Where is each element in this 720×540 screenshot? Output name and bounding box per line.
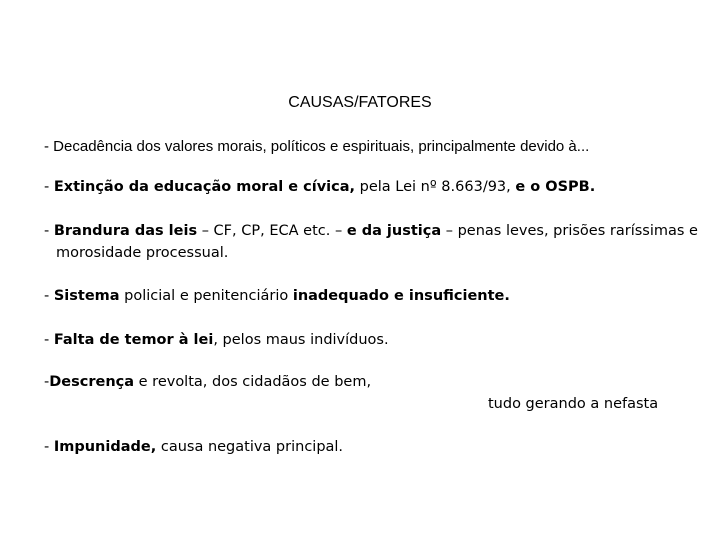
item-text: policial e penitenciário: [119, 288, 293, 304]
item-emphasis: Brandura das leis: [53, 223, 198, 239]
item-prefix: -: [44, 288, 54, 304]
item-emphasis: Sistema: [53, 288, 120, 304]
item-prefix: -: [44, 439, 54, 455]
cause-item-descrenca: [44, 371, 371, 393]
cause-item-falta-temor: [44, 329, 389, 351]
item-prefix: -: [44, 179, 54, 195]
cause-item-impunidade: [44, 436, 343, 458]
item-emphasis: e da justiça: [346, 223, 442, 239]
item-emphasis: e o OSPB.: [515, 179, 596, 195]
cause-item-brandura-continued: [56, 242, 228, 264]
cause-item-sistema: [44, 285, 510, 307]
item-text: pela Lei nº 8.663/93,: [355, 179, 516, 195]
item-text: – penas leves, prisões raríssimas e: [441, 223, 698, 239]
item-text: causa negativa principal.: [156, 439, 344, 455]
item-prefix: -: [44, 138, 54, 155]
item-prefix: -: [44, 332, 54, 348]
item-emphasis: Impunidade,: [53, 439, 157, 455]
item-emphasis: inadequado e insuficiente.: [292, 288, 510, 304]
item-text: morosidade processual.: [56, 245, 229, 261]
item-text: e revolta, dos cidadãos de bem,: [134, 374, 372, 390]
cause-item-extincao: [44, 176, 595, 198]
item-text: morais, políticos e espirituais, principalmente devido à...: [213, 138, 590, 155]
item-prefix: -: [44, 374, 50, 390]
item-emphasis: Decadência dos valores: [53, 138, 214, 155]
page-title: [0, 94, 720, 112]
item-text: , pelos maus indivíduos.: [213, 332, 389, 348]
item-emphasis: Extinção da educação moral e cívica,: [53, 179, 356, 195]
side-note: tudo gerando a nefasta: [488, 396, 659, 412]
title-text: CAUSAS/FATORES: [288, 94, 432, 111]
cause-item-brandura: [44, 220, 698, 242]
item-emphasis: Falta de temor à lei: [53, 332, 214, 348]
item-text: – CF, CP, ECA etc. –: [197, 223, 347, 239]
item-prefix: -: [44, 223, 54, 239]
cause-item-decadencia: [44, 136, 589, 158]
item-emphasis: Descrença: [49, 374, 135, 390]
